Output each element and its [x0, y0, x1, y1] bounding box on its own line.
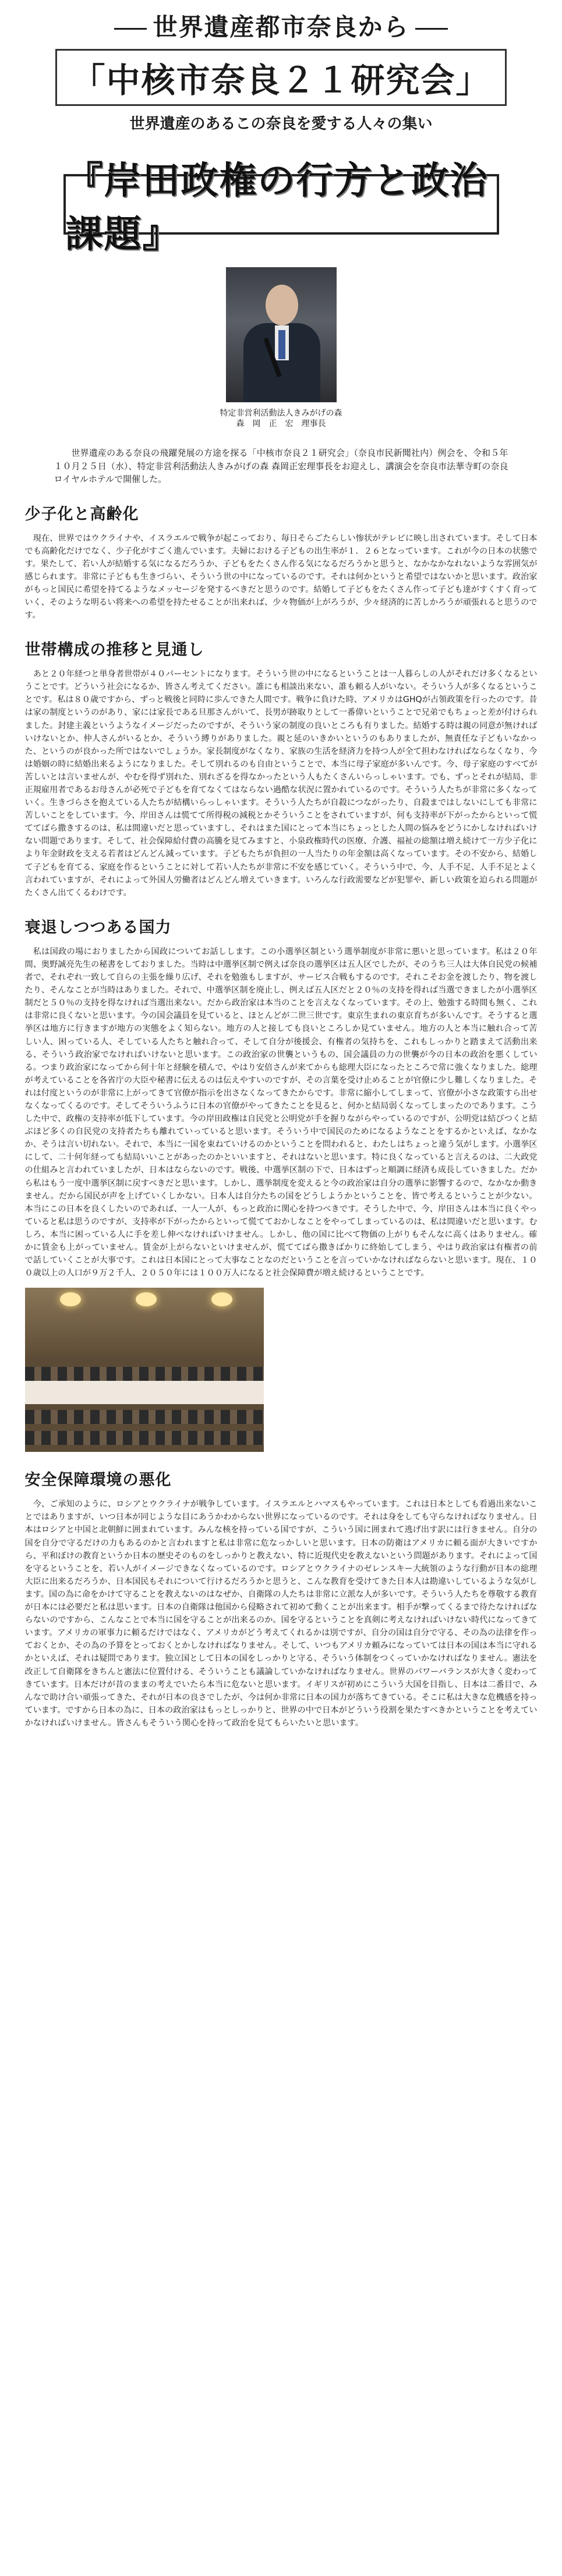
dash-right [415, 28, 448, 30]
chandelier-2 [136, 1292, 157, 1306]
section-title-3: 衰退しつつある国力 [24, 918, 172, 937]
header [0, 0, 562, 133]
dash-left [114, 28, 147, 30]
caption-line-1: 特定非営利活動法人きみがげの森 [220, 409, 342, 418]
meeting-photo [25, 1288, 264, 1452]
photo-tie [278, 330, 285, 359]
section-title-1: 少子化と高齢化 [24, 505, 139, 523]
section-4-paragraph: 今、ご承知のように、ロシアとウクライナが戦争しています。イスラエルとハマスもやっています。これは日本としても看過出来ないことではありますが、いつ日本が同じような目にあうかわからない世界になっているのです。それは身をしても守らなければなりません。日本はロシアと中国と北朝鮮に囲まれています。みんな核を持っている国ですが、こういう国に囲まれて逃げ出す訳には行きません。自分の国を自分で守るだけの力もあるのかと言われますと私は非常に危なっかしいと思います。日本の防衛はアメリカに頼る面が大きいですから、平和ぼけの教育というか日本の歴史そのものをしっかりと教えない、特に近現代史を教えないという問題があります。それによって国を守るということを、若い人がイメージできなくなっているのです。ロシアとウクライナのゼレンスキー大統領のような行動が日本の総理大臣に出来るだろうか、日本国民もそれについて行けるだろうかと思うと、こんな教育を受けてきた日本人は勘違いしているような気がします。国の為に命をかけて守ることを教えないのはなぜか、自衛隊の人たちは非常に立派な人が多いです。そういう人たちを尊敬する教育が日本には必要だと私は思います。日本の自衛隊は他国から侵略されて初めて動くことが出来ます。相手が撃ってくるまで待たなければならないのですから、こんなことで本当に国を守ることが出来るのか。国を守るということを真剣に考えなければいけない時代になってきています。アメリカの軍事力に頼るだけではなく、アメリカがどう考えてくれるかは別ですが、自分の国は自分で守る、その為の法律を作っておくとか、その為の予算をとっておくとかしなければなりません。そして、いつもアメリカ頼みになっていては日本の国は本当に守れるかといえば、それは疑問であります。独立国として日本の国をしっかりと守る、そういう体制をつくっていかなければなりません。憲法を改正して自衛隊をきちんと憲法に位置付ける、そういうことも議論していかなければなりません。世界のパワーバランスが大きく変わってきています。日本だけが昔のままの考えでいたら本当に危ないと思います。イギリスが初めにこういう大国を目指し、日本は二番目で、みんなで助け合い頑張ってきた、それが日本の良さでしたが、今は何か非常に日本の国力が落ちてきている。そこに私は大きな危機感を持っています。ですから日本の為に、日本の政治家はもっとしっかりと、世界の中で日本がどういう役割を果たすべきかということを考えていかなければいけません。皆さんもそういう関心を持って政治を見てもらいたいと思います。 [24, 1500, 538, 1728]
photo-table [25, 1381, 264, 1404]
caption-line-2: 森 岡 正 宏 理事長 [236, 419, 326, 428]
section-2-paragraph: あと２０年経つと単身者世帯が４０パーセントになります。そういう世の中になるということは一人暮らしの人がそれだけ多くなるということです。どういう社会になるか、皆さん考えてください。誰にも相談出来ない、誰も頼る人がいない。そういう人が多くなるということです。私は８０歳ですから、ずっと戦後と同時に歩んできた人間です。戦争に負けた時、アメリカはGHQが占領政策を行ったのです。昔は家の制度というのがあり、家には家長である旦那さんがいて、長男が跡取りとして一番偉いということで兄弟でもちょっと差が付けられました。封建主義というようなイメージだったのですが、そういう家の制度の良いところも有りました。結婚する時は親の同意が無ければいけないとか、仲人さんがいるとか、そういう縛りがありました。親と延のいきかいというのもありましたが、無責任な子どもいなかった、というのが良かった所ではないでしょうか。家長制度がなくなり、家族の生活を経済力を持つ人が全て担わなければならなくなり、今は婚姻の時に結婚出来るようになりました。そして別れるのも自由ということで、本当に母子家庭が多いんです。今、母子家庭のすべてが苦しいとは言いませんが、やむを得ず別れた、別れざるを得なかったという人もたくさんいらっしゃいます。でも、ずっとそれが結局、非正規雇用者であるお母さんが必死で子どもを育てなくてはならない過酷な状況に置かれているのです。そういう人たちが非常に多くなっていく。生きづらさを抱えている人たちが結構いらっしゃいます。そういう人たちが自殺につながったり、自殺まではしないにしても非常に苦しいことをしています。今、岸田さんは慌てて所得税の減税とかそういうことをされていますが、何も支持率が下がったからといって慌ててばら撒きするのは、私は間違いだと思っていますし、それはまた国にとって本当にちょっとした人間の悩みをどうにかしなければいけない問題であります。そして、社会保障給付費の高騰を見てみますと、小泉政権時代の医療、介護、福祉の総額は増え続けて一方少子化により年金財政を支える若者はどんどん減っています。子どもたちが負担の一人当たりの年金額は高くなっています。その不安から、結婚して子どもを育てる、家庭を作るということに対して若い人たちが非常に不安を感じていく。そういう中で、今、人手不足、人手不足とよく言われていますが、それによって外国人労働者はどんどん増えていきます。いろんな行政需要などが犯罪や、新しい政策を迫られる問題がたくさん出てくるわけです。 [24, 669, 538, 898]
audience-row-1 [25, 1367, 264, 1381]
audience-row-3 [25, 1431, 264, 1445]
section-1-paragraph: 現在、世界ではウクライナや、イスラエルで戦争が起こっており、毎日そらごたらしい惨状がテレビに映し出されています。そして日本でも高齢化だけでなく、少子化がすごく進んでいます。夫婦における子どもの出生率が１．２６となっています。これが今の日本の状態です。果たして、若い人が結婚する気になるだろうか、子どもをたくさん作る気になるだろうかと思うと、なかなかなれないような雰囲気が感じられます。非常に子どもも生きづらい、そういう世の中になっているのです。それは何かというと希望ではないかと思います。政治家がもっと国民に希望を持てるようなメッセージを発するべきだと思うのです。結婚して子どもをたくさん作って子ども達がすくすく育っていく、そのような明るい将来への希望を持たせることが出来れば、少々物価が上がろうが、少々経済的に苦しかろうが頑張れると思うのです。 [24, 533, 538, 621]
meeting-figure-block [25, 1288, 538, 1452]
speaker-caption [0, 408, 562, 429]
pre-title [0, 8, 562, 43]
section-title-2: 世帯構成の推移と見通し [24, 641, 204, 660]
org-subtitle: 世界遺産のあるこの奈良を愛する人々の集い [129, 115, 433, 133]
chandelier-3 [211, 1292, 232, 1306]
intro-paragraph: 世界遺産のある奈良の飛躍発展の方途を探る「中核市奈良２１研究会」（奈良市民新聞社内）例会を、令和５年１０月２５日（水）、特定非営利活動法人きみがげの森 森岡正宏理事長をお迎えし、講演会を奈良市法華寺町の奈良ロイヤルホテルで開催した。 [54, 448, 508, 484]
section-3-paragraph: 私は国政の場におりましたから国政についてお話しします。この小選挙区制という選挙制度が非常に悪いと思っています。私は２０年間、奥野誠亮先生の秘書をしておりました。当時は中選挙区制で例えば奈良の選挙区は五人区でしたが、そのうち三人は大体自民党の候補者で、それぞれ一致して自らの主張を繰り広げ、それを勉強もしますが、サービス合戦もするのです。それこそお金を渡したり、物を渡したり、そんなことが当時はありました。それで、中選挙区制を廃止し、例えば五人区だと２０％の支持を得れば当選できましたが小選挙区制だと５０％の支持を得なければ当選出来ない。だから政治家は本当のことを言えなくなっています。その上、勉強する時間も無く、これは非常に良くないと思います。今の国会議員を見ていると、ほとんどが二世三世です。東京生まれの東京育ちが多いんです。そうすると選挙区は地方に行きますが地方の実態をよく知らない。地方の人と接しても良いところしか見ていません。地方の人と本当に触れ合って苦しい人、困っている人、そしている人たちと触れ合って、そして自分が後援会、有権者の気持ちを、これもしっかりと踏まえて活動出来る、そういう政治家でなければいけないと思います。この政治家の世襲というもの、国会議員の力の世襲が今の日本の政治を悪くしている。つまり政治家になってから何十年と経験を積んで、やはり安倍さんが来てからも総理大臣になったところで常に強くなりました。総理が考えていることを各省庁の大臣や秘書に伝えるのは伝えやすいのですが、その言葉を受け止めることが官僚に少し難しくなりました。それは付度というのが非常に上がってきて官僚が指示を出さなくなってきたからです。非常に縮小してしまって、官僚が小さな政策すら出せなくなってくるのです。そしてそういうふうに日本の官僚がやってきたことを見ると、何かと結局弱くなってしまったのであります。こうした中で、政権の支持率が低下しています。今の岸田政権は自民党と公明党が手を握りながらやっているのですが、公明党は結びつくと結ぶほど多くの自民党の支持者たちも離れていっていると思います。そういう中で国民のためになるようなことをするかといえば、なかなか、そうは言い切れない。それで、本当に一国を束ねていけるのかということを問われると、わたしはちょっと違う気がします。小選挙区にして、二十何年経っても結局いいことがあったのかといいますと、それはないと思います。特に良くなっていると言えるのは、二大政党の仕組みと言われていましたが、日本はならないのです。戦後、中選挙区制の下で、日本はずっと順調に経済も成長していきました。だから私はもう一度中選挙区制に戻すべきだと思います。しかし、選挙制度を変えると今の政治家は自分の選挙に影響するので、なかなか動きません。だから国民が声を上げていくしかない。日本人は自分たちの国をどうしようかということを、皆で考えるということが少ない。本当にこの日本を良くしたいのであれば、一人一人が、もっと政治に関心を持つべきです。そうした中で、今、岸田さんは本当に良くやっていると私は思うのですが、支持率が下がったからといって慌てておかしなことをやってしまっているのは、私は間違いだと思います。むしろ、本当に困っている人に手を差し伸べなければいけません。しかし、他の国に比べて物価の上がりもそんなに高くはありません。確かに賃金も上がっていません。賃金が上がらないといけませんが、慌ててばら撒きばかりに終始してしまう、やはり政治家は有権者の前で話していくことが大事です。これは日本国にとって大事なことなのだということを言っていかなければならないと思います。現在、１００歳以上の人口が９万２千人、２０５０年には１００万人になると社会保障費が増え続けるということです。 [24, 947, 538, 1278]
section-body-3 [25, 945, 538, 1280]
org-name: 「中核市奈良２１研究会」 [71, 61, 491, 100]
section-body-1 [25, 532, 538, 622]
audience-row-2 [25, 1410, 264, 1424]
section-title-4: 安全保障環境の悪化 [24, 1471, 172, 1490]
speaker-photo [226, 267, 337, 402]
photo-face [266, 285, 298, 325]
org-name-box [55, 49, 506, 106]
headline-box [63, 159, 499, 256]
section-body-4 [25, 1498, 538, 1730]
section-body-2 [25, 668, 538, 899]
headline-text: 『岸田政権の行方と政治課題』 [65, 159, 489, 256]
chandelier-1 [60, 1292, 81, 1306]
pre-title-text: 世界遺産都市奈良から [153, 13, 409, 41]
